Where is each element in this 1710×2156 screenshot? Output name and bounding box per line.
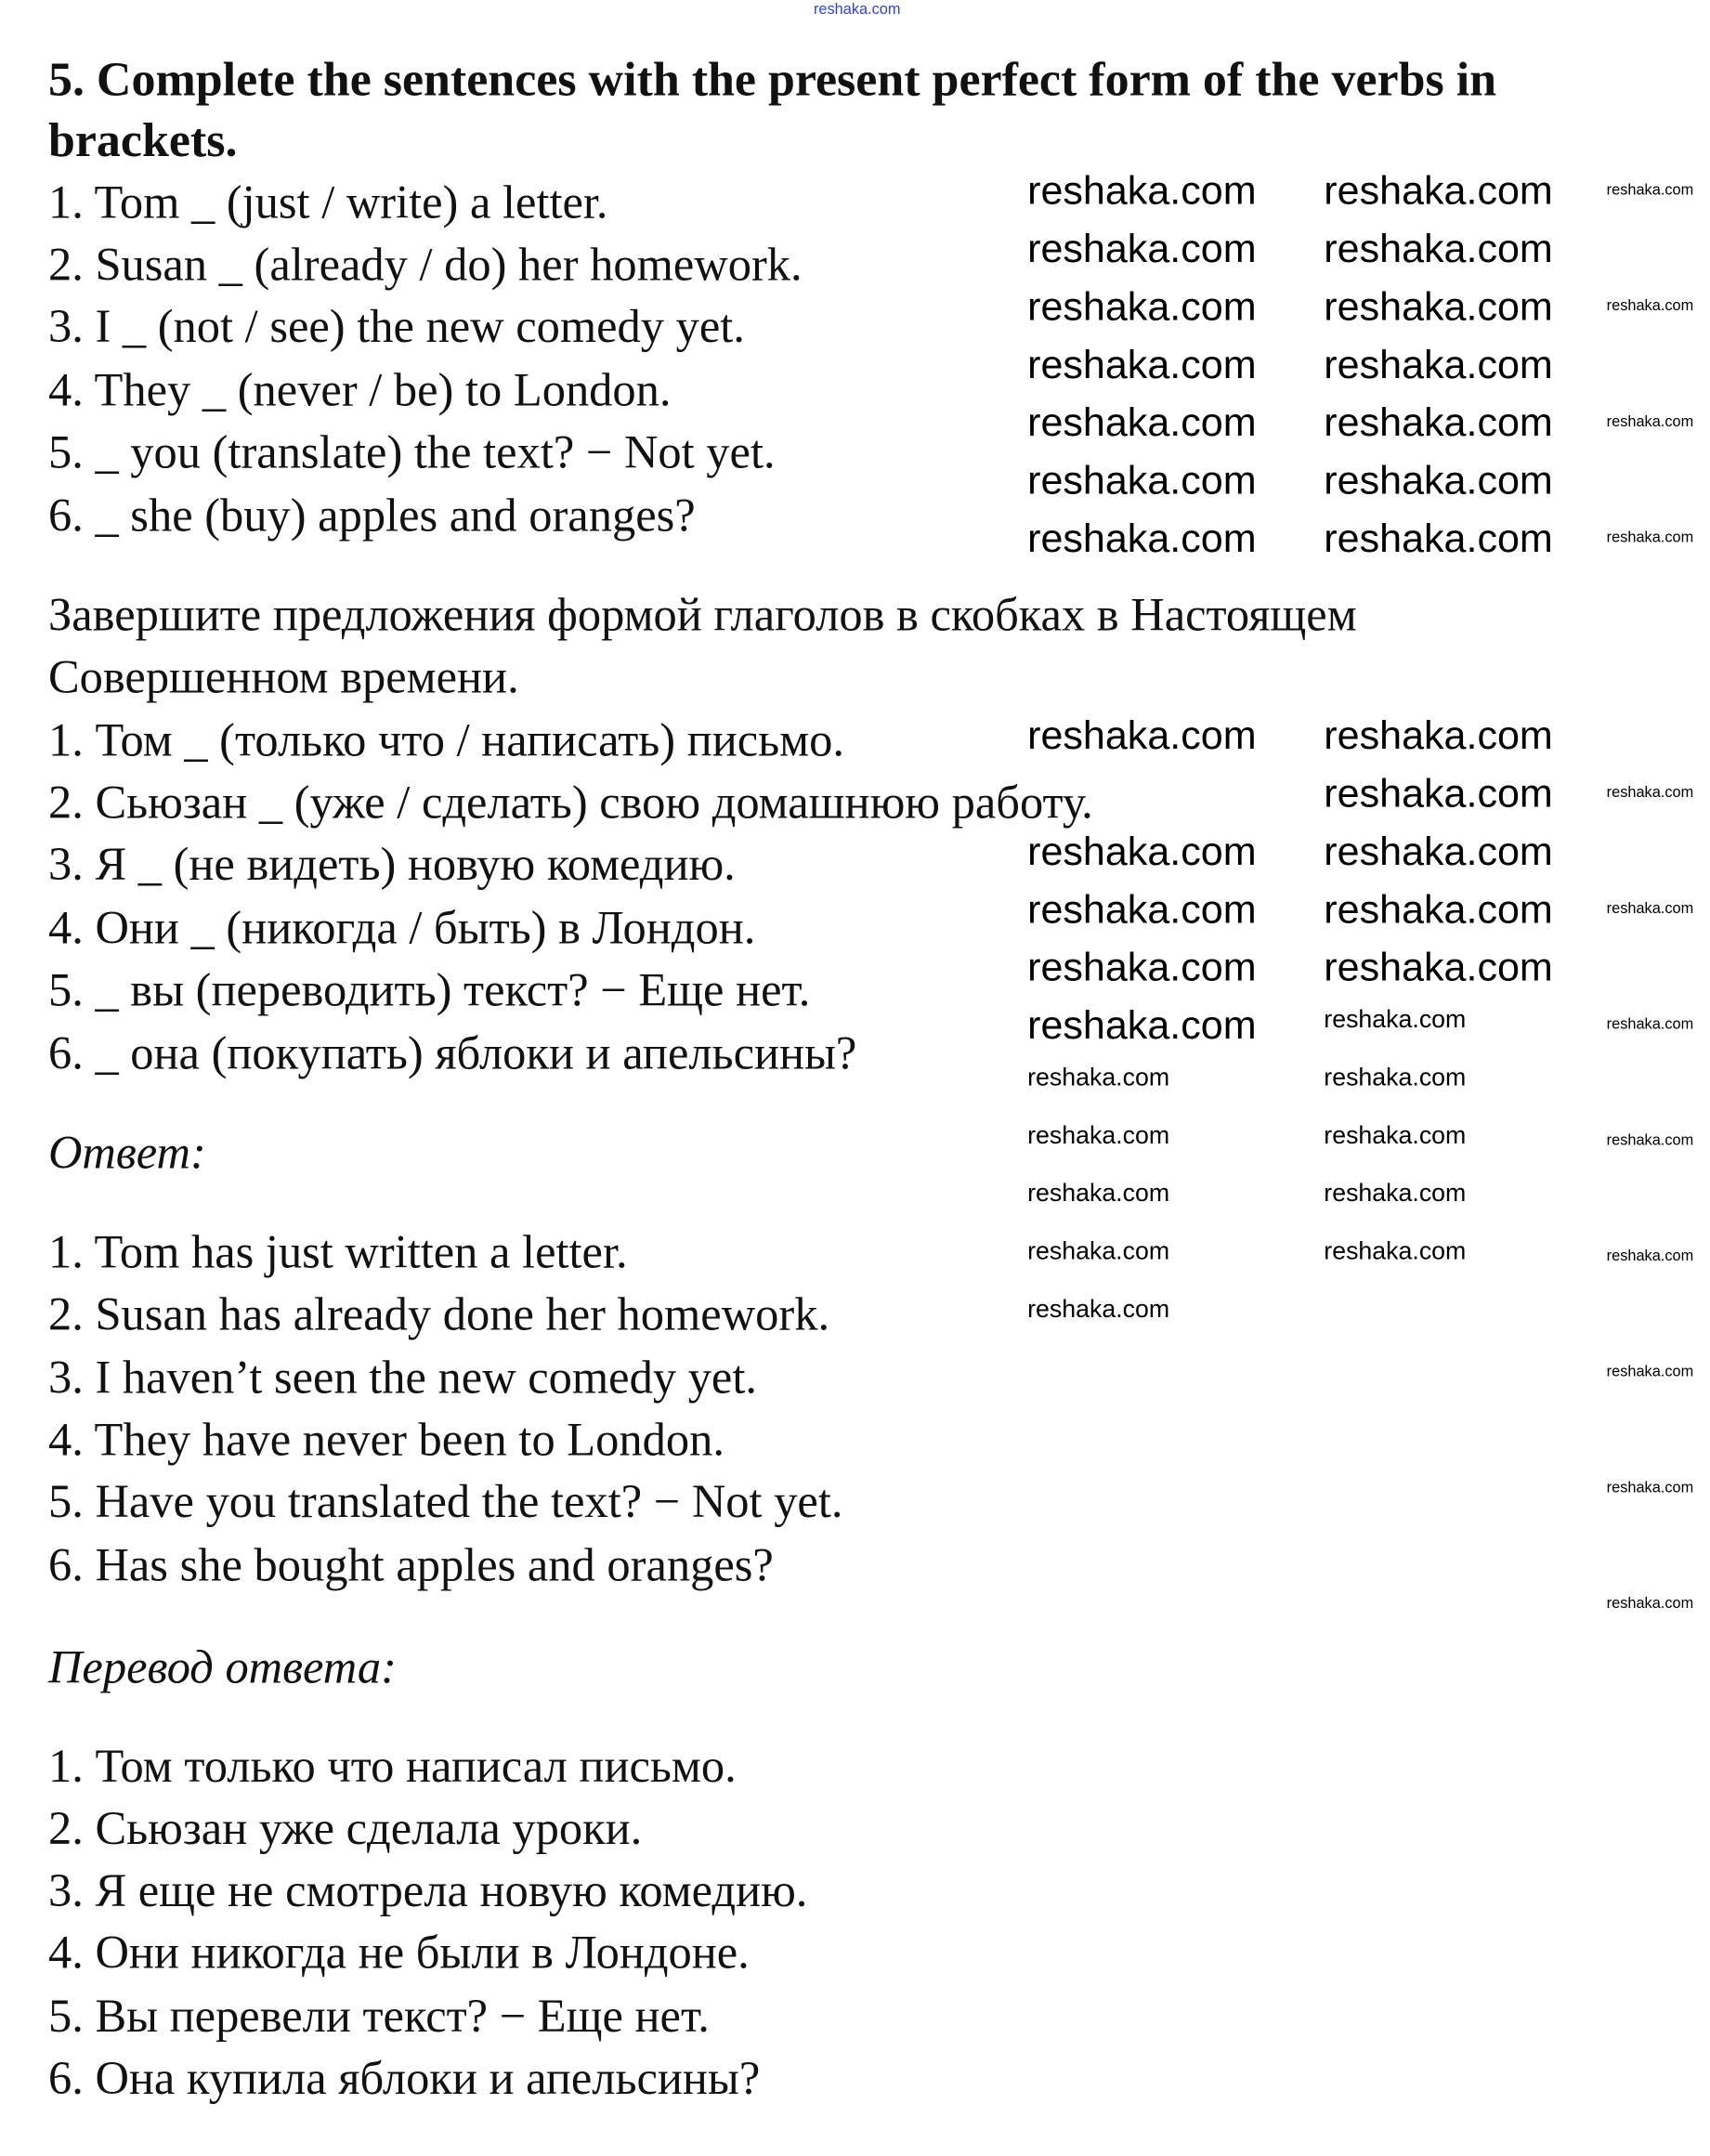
- exercise-item: 5. _ you (translate) the text? − Not yet.: [47, 427, 776, 479]
- watermark: reshaka.com: [1324, 946, 1553, 991]
- watermark: reshaka.com: [1324, 830, 1553, 875]
- watermark: reshaka.com: [1324, 1005, 1467, 1034]
- watermark: reshaka.com: [1027, 830, 1257, 875]
- translation-heading: Перевод ответа:: [47, 1642, 397, 1694]
- answer-item: 4. They have never been to London.: [47, 1415, 724, 1467]
- watermark: reshaka.com: [1324, 169, 1553, 215]
- watermark: reshaka.com: [1606, 900, 1694, 918]
- answer-heading: Ответ:: [47, 1128, 206, 1180]
- watermark: reshaka.com: [1606, 1016, 1694, 1034]
- watermark: reshaka.com: [1324, 227, 1553, 272]
- watermark: reshaka.com: [1027, 1179, 1170, 1208]
- watermark: reshaka.com: [1324, 1236, 1467, 1265]
- task-title-ru: Завершите предложения формой глаголов в скобках в Настоящем: [47, 590, 1357, 642]
- watermark: reshaka.com: [1606, 1480, 1694, 1496]
- watermark: reshaka.com: [1606, 297, 1694, 315]
- watermark: reshaka.com: [1027, 714, 1257, 759]
- watermark: reshaka.com: [1324, 459, 1553, 503]
- watermark: reshaka.com: [1027, 888, 1257, 933]
- watermark: reshaka.com: [1027, 1003, 1257, 1049]
- watermark: reshaka.com: [1027, 459, 1257, 503]
- task-title: 5. Complete the sentences with the present perfect form of the verbs in: [47, 52, 1497, 107]
- watermark: reshaka.com: [1027, 401, 1257, 446]
- answer-item: 5. Have you translated the text? − Not yet.: [47, 1477, 843, 1529]
- exercise-item: 2. Susan _ (already / do) her homework.: [47, 240, 803, 292]
- translation-item: 4. Они никогда не были в Лондоне.: [47, 1927, 750, 1980]
- watermark: reshaka.com: [1324, 888, 1553, 933]
- watermark: reshaka.com: [1027, 343, 1257, 388]
- site-link[interactable]: reshaka.com: [813, 1, 901, 19]
- watermark: reshaka.com: [1606, 1131, 1694, 1149]
- watermark: reshaka.com: [1324, 714, 1553, 759]
- watermark: reshaka.com: [1027, 1295, 1170, 1323]
- exercise-item: 6. _ she (buy) apples and oranges?: [47, 490, 696, 542]
- watermark: reshaka.com: [1324, 1063, 1467, 1091]
- translation-item: 3. Я еще не смотрела новую комедию.: [47, 1865, 808, 1917]
- watermark: reshaka.com: [1324, 772, 1553, 817]
- exercise-item-ru: 6. _ она (покупать) яблоки и апельсины?: [47, 1028, 857, 1080]
- watermark: reshaka.com: [1324, 516, 1553, 562]
- watermark: reshaka.com: [1027, 227, 1257, 272]
- watermark: reshaka.com: [1027, 1121, 1170, 1149]
- watermark: reshaka.com: [1027, 946, 1257, 991]
- watermark: reshaka.com: [1324, 1179, 1467, 1208]
- watermark: reshaka.com: [1027, 1063, 1170, 1091]
- exercise-item-ru: 1. Том _ (только что / написать) письмо.: [47, 715, 844, 767]
- watermark: reshaka.com: [1606, 529, 1694, 546]
- exercise-item-ru: 3. Я _ (не видеть) новую комедию.: [47, 840, 736, 892]
- watermark: reshaka.com: [1606, 1595, 1694, 1613]
- watermark: reshaka.com: [1324, 285, 1553, 330]
- translation-item: 1. Том только что написал письмо.: [47, 1742, 737, 1794]
- translation-item: 5. Вы перевели текст? − Еще нет.: [47, 1991, 710, 2043]
- exercise-item-ru: 2. Сьюзан _ (уже / сделать) свою домашнюю работу.: [47, 777, 1093, 830]
- answer-item: 2. Susan has already done her homework.: [47, 1289, 830, 1341]
- exercise-item-ru: 5. _ вы (переводить) текст? − Еще нет.: [47, 965, 811, 1017]
- task-title-ru-cont: Совершенном времени.: [47, 652, 519, 704]
- watermark: reshaka.com: [1324, 1121, 1467, 1149]
- watermark: reshaka.com: [1027, 516, 1257, 562]
- watermark: reshaka.com: [1324, 343, 1553, 388]
- task-title-cont: brackets.: [47, 112, 238, 167]
- watermark: reshaka.com: [1606, 1364, 1694, 1381]
- exercise-item: 3. I _ (not / see) the new comedy yet.: [47, 302, 745, 354]
- translation-item: 2. Сьюзан уже сделала уроки.: [47, 1803, 643, 1855]
- watermark: reshaka.com: [1606, 413, 1694, 431]
- watermark: reshaka.com: [1027, 1236, 1170, 1265]
- answer-item: 3. I haven’t seen the new comedy yet.: [47, 1352, 757, 1405]
- answer-item: 6. Has she bought apples and oranges?: [47, 1540, 774, 1592]
- watermark: reshaka.com: [1027, 169, 1257, 215]
- watermark: reshaka.com: [1606, 1248, 1694, 1265]
- watermark: reshaka.com: [1324, 401, 1553, 446]
- watermark: reshaka.com: [1606, 784, 1694, 802]
- answer-item: 1. Tom has just written a letter.: [47, 1227, 628, 1279]
- exercise-item: 4. They _ (never / be) to London.: [47, 365, 672, 417]
- watermark: reshaka.com: [1606, 181, 1694, 199]
- exercise-item-ru: 4. Они _ (никогда / быть) в Лондон.: [47, 903, 756, 955]
- translation-item: 6. Она купила яблоки и апельсины?: [47, 2053, 761, 2105]
- watermark: reshaka.com: [1027, 285, 1257, 330]
- exercise-item: 1. Tom _ (just / write) a letter.: [47, 177, 608, 229]
